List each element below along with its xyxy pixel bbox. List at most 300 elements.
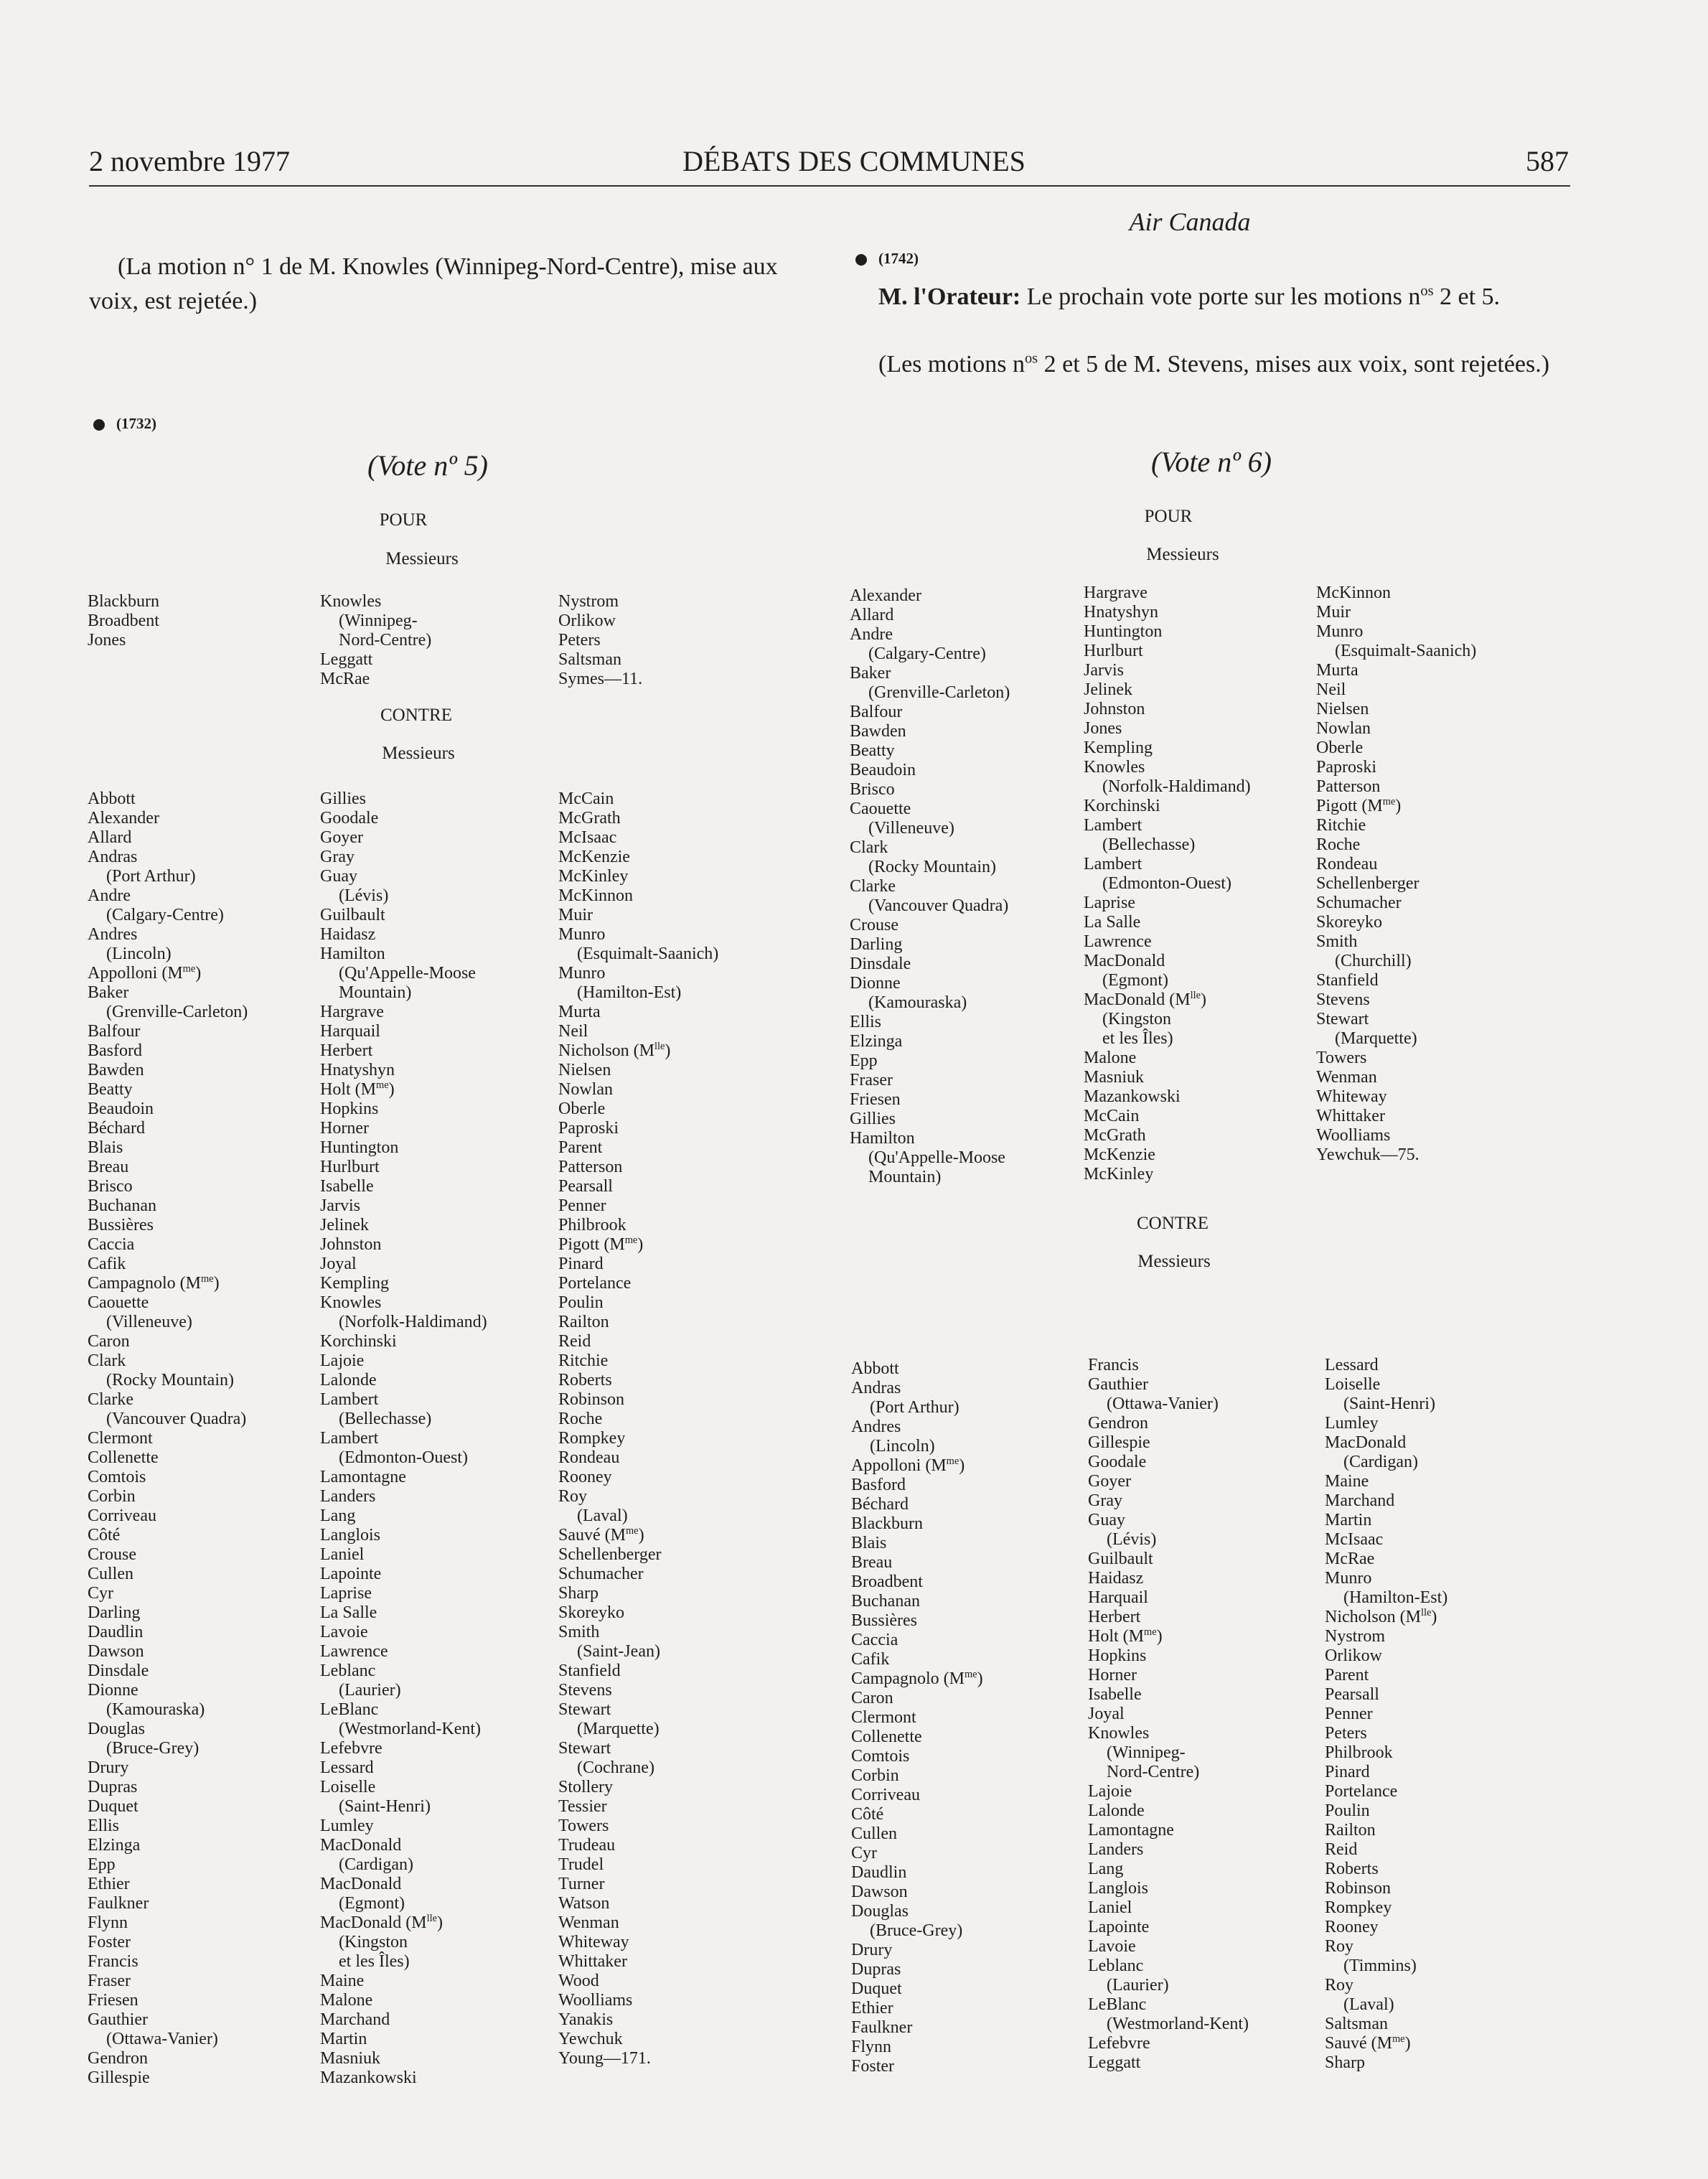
riding-name: (Qu'Appelle-Moose <box>868 1148 1005 1167</box>
member-name: Jarvis <box>320 1196 360 1215</box>
member-name: Johnston <box>1084 700 1145 718</box>
time-marker-1732: (1732) <box>93 415 156 433</box>
member-name: Allard <box>850 606 894 624</box>
header-title: DÉBATS DES COMMUNES <box>682 145 1026 177</box>
member-name: Côté <box>851 1805 884 1824</box>
member-name: Roche <box>1316 835 1361 854</box>
member-name: Joyal <box>1088 1705 1125 1723</box>
member-name: Korchinski <box>320 1332 397 1351</box>
member-name: Laprise <box>320 1584 372 1603</box>
vote-6-contre-col-3 <box>1325 1356 1447 2073</box>
member-name: Epp <box>850 1051 878 1070</box>
member-name: Saltsman <box>1325 2015 1388 2033</box>
riding-name: (Churchill) <box>1335 952 1412 970</box>
member-name: Lessard <box>320 1758 374 1777</box>
member-name: Hurlburt <box>1084 642 1143 660</box>
member-name: Horner <box>1088 1666 1137 1684</box>
header-rule <box>89 185 1570 187</box>
member-name: Dinsdale <box>850 955 911 973</box>
member-name: Yanakis <box>558 2010 614 2029</box>
member-name: Gauthier <box>88 2010 148 2029</box>
member-name: Balfour <box>88 1022 141 1041</box>
riding-name: (Kamouraska) <box>868 993 967 1012</box>
member-name: Lambert <box>1084 816 1142 835</box>
riding-name: (Saint-Henri) <box>339 1797 431 1816</box>
member-name: Caccia <box>88 1235 135 1254</box>
member-name: Goodale <box>320 809 379 828</box>
member-name: McIsaac <box>558 828 617 847</box>
member-name: Basford <box>88 1041 142 1060</box>
member-name: Herbert <box>320 1041 373 1060</box>
member-name: Ellis <box>88 1817 120 1835</box>
riding-name: (Calgary-Centre) <box>106 906 224 924</box>
member-name: Reid <box>1325 1840 1358 1859</box>
member-name: Côté <box>88 1526 121 1545</box>
member-name: Reid <box>558 1332 591 1351</box>
riding-name: Nord-Centre) <box>1107 1763 1200 1781</box>
member-name: Nowlan <box>558 1080 613 1099</box>
member-name: Leblanc <box>320 1662 376 1680</box>
riding-name: (Norfolk-Haldimand) <box>1102 777 1251 796</box>
vote-5-contre-label: CONTRE <box>380 706 452 725</box>
member-name: Lang <box>320 1506 356 1525</box>
member-name: Lajoie <box>1088 1782 1132 1801</box>
member-name: Broadbent <box>851 1573 923 1591</box>
member-name: Sharp <box>558 1584 599 1603</box>
member-name: Elzinga <box>850 1032 903 1051</box>
member-name: Tessier <box>558 1797 607 1816</box>
member-name: Towers <box>558 1817 609 1835</box>
member-name: Young—171. <box>558 2049 651 2068</box>
member-name: Trudel <box>558 1855 604 1874</box>
riding-name: (Saint-Henri) <box>1343 1395 1435 1413</box>
member-name: Hamilton <box>320 945 385 963</box>
member-name: Gillies <box>320 789 366 808</box>
member-name: Knowles <box>1084 758 1145 777</box>
member-name: MacDonald <box>1084 952 1165 970</box>
member-name: Stevens <box>1316 990 1370 1009</box>
member-name: Caccia <box>851 1631 898 1649</box>
member-name: Lalonde <box>1088 1801 1145 1820</box>
member-name: Beaudoin <box>88 1100 154 1118</box>
member-name: Abbott <box>88 789 136 808</box>
member-name: Murta <box>1316 661 1359 680</box>
member-name: Lawrence <box>320 1642 388 1661</box>
riding-name: (Bruce-Grey) <box>106 1739 200 1758</box>
member-name: Flynn <box>851 2038 892 2056</box>
member-name: Woolliams <box>1316 1126 1391 1145</box>
member-name: Munro <box>558 925 606 944</box>
member-name: Turner <box>558 1875 605 1893</box>
member-name: Epp <box>88 1855 116 1874</box>
riding-name: (Ottawa-Vanier) <box>1107 1395 1219 1413</box>
member-name: Breau <box>851 1553 893 1572</box>
member-name: Cafik <box>851 1650 890 1669</box>
member-name: Alexander <box>850 586 921 605</box>
member-name: Duquet <box>851 1979 902 1998</box>
member-name: Muir <box>1316 603 1351 622</box>
riding-name: (Laval) <box>577 1506 628 1525</box>
member-name: Lapointe <box>320 1565 382 1583</box>
riding-name: (Vancouver Quadra) <box>868 896 1009 915</box>
member-name: Dinsdale <box>88 1662 149 1680</box>
member-name: Clermont <box>88 1429 153 1448</box>
member-name: Johnston <box>320 1235 382 1254</box>
member-name: McKenzie <box>558 848 630 866</box>
member-name: Nielsen <box>558 1061 611 1079</box>
member-name: Leggatt <box>1088 2053 1141 2072</box>
member-name: Railton <box>1325 1821 1376 1840</box>
member-name: LeBlanc <box>320 1700 379 1719</box>
member-name: Beatty <box>850 741 895 760</box>
riding-name: (Calgary-Centre) <box>868 645 986 663</box>
vote-5-pour-col-3 <box>558 592 642 689</box>
member-name: Smith <box>1316 932 1358 951</box>
member-name: Nicholson $(M^{lle})$ <box>1325 1607 1437 1626</box>
member-name: Dawson <box>88 1642 144 1661</box>
member-name: MacDonald $(M^{lle})$ <box>320 1913 444 1932</box>
member-name: Blackburn <box>851 1514 923 1533</box>
member-name: LeBlanc <box>1088 1995 1147 2014</box>
member-name: Crouse <box>88 1545 136 1564</box>
member-name: Guilbault <box>1088 1550 1153 1568</box>
vote-5-title: (Vote nº 5) <box>367 449 488 482</box>
member-name: McGrath <box>558 809 621 828</box>
member-name: Andre <box>850 625 893 644</box>
riding-name: (Winnipeg- <box>339 611 418 630</box>
member-name: Roy <box>1325 1976 1354 1995</box>
member-name: McRae <box>320 670 370 688</box>
member-name: Fraser <box>850 1071 893 1090</box>
member-name: Ritchie <box>1316 816 1366 835</box>
vote-6-title: (Vote nº 6) <box>1151 446 1272 478</box>
member-name: Lumley <box>320 1817 374 1835</box>
member-name: Sharp <box>1325 2053 1365 2072</box>
member-name: Holt $(M^{me})$ <box>1088 1626 1163 1646</box>
member-name: Andre <box>88 886 131 905</box>
member-name: Roberts <box>1325 1860 1379 1878</box>
member-name: Loiselle <box>320 1778 376 1796</box>
riding-name: (Lincoln) <box>106 945 172 963</box>
member-name: Schellenberger <box>558 1545 662 1564</box>
member-name: Huntington <box>1084 622 1163 641</box>
riding-name: (Westmorland-Kent) <box>339 1720 481 1738</box>
member-name: Neil <box>558 1022 588 1041</box>
member-name: Malone <box>320 1991 373 2010</box>
member-name: Lavoie <box>320 1623 368 1641</box>
member-name: Isabelle <box>1088 1685 1142 1704</box>
member-name: Pinard <box>558 1255 604 1273</box>
vote-6-pour-messieurs: Messieurs <box>1146 545 1219 564</box>
member-name: Lefebvre <box>1088 2034 1150 2053</box>
riding-name: (Norfolk-Haldimand) <box>339 1313 487 1331</box>
riding-name: (Egmont) <box>1102 971 1168 990</box>
riding-name: (Egmont) <box>339 1894 405 1913</box>
riding-name: (Villeneuve) <box>868 819 954 838</box>
member-name: Penner <box>1325 1705 1373 1723</box>
member-name: Balfour <box>850 703 903 721</box>
member-name: Friesen <box>88 1991 139 2010</box>
member-name: Lambert <box>320 1390 379 1409</box>
member-name: McKinley <box>558 867 629 886</box>
member-name: Schellenberger <box>1316 874 1420 893</box>
vote-5-pour-col-2 <box>320 592 431 689</box>
member-name: Caron <box>88 1332 130 1351</box>
member-name: Bawden <box>850 722 906 741</box>
speaker-text: Le prochain vote porte sur les motions $n^{os}$ 2 et 5. <box>1026 283 1501 310</box>
member-name: Skoreyko <box>1316 913 1382 932</box>
speaker-name: M. l'Orateur: <box>878 283 1021 310</box>
member-name: Gillespie <box>1088 1433 1150 1452</box>
member-name: Orlikow <box>558 611 616 630</box>
member-name: Philbrook <box>1325 1743 1393 1762</box>
member-name: Munro <box>1316 622 1364 641</box>
member-name: La Salle <box>1084 913 1141 932</box>
member-name: Pigott $(M^{me})$ <box>1316 796 1402 815</box>
member-name: Maine <box>1325 1472 1369 1491</box>
member-name: Douglas <box>88 1720 145 1738</box>
vote-6-pour-col-3 <box>1316 584 1476 1165</box>
member-name: Clarke <box>850 877 896 896</box>
member-name: Caron <box>851 1689 893 1707</box>
member-name: Landers <box>1088 1840 1144 1859</box>
member-name: Munro <box>1325 1569 1372 1588</box>
riding-name: (Marquette) <box>1335 1029 1417 1048</box>
member-name: Drury <box>88 1758 129 1777</box>
member-name: Whiteway <box>558 1933 629 1951</box>
riding-name: (Cardigan) <box>1343 1453 1418 1471</box>
member-name: Lamontagne <box>320 1468 406 1486</box>
member-name: Gendron <box>88 2049 148 2068</box>
member-name: McIsaac <box>1325 1530 1384 1549</box>
page-number: 587 <box>1526 145 1569 177</box>
member-name: Nystrom <box>1325 1627 1385 1646</box>
member-name: Caouette <box>850 800 911 818</box>
member-name: Goyer <box>1088 1472 1131 1491</box>
riding-name: (Laurier) <box>1107 1976 1169 1995</box>
member-name: Andras <box>88 848 138 866</box>
section-title-air-canada: Air Canada <box>1129 207 1251 236</box>
member-name: Darling <box>850 935 903 954</box>
member-name: Hnatyshyn <box>1084 603 1158 622</box>
member-name: Dawson <box>851 1883 908 1901</box>
riding-name: (Rocky Mountain) <box>868 858 996 876</box>
member-name: McCain <box>1084 1107 1140 1125</box>
member-name: Ellis <box>850 1013 882 1031</box>
riding-name: (Port Arthur) <box>106 867 196 886</box>
member-name: Hamilton <box>850 1129 915 1148</box>
riding-name: (Laurier) <box>339 1681 401 1700</box>
riding-name: (Bruce-Grey) <box>870 1921 963 1940</box>
member-name: Dupras <box>851 1960 901 1979</box>
vote-5-contre-col-2 <box>320 789 487 2088</box>
member-name: Buchanan <box>88 1196 156 1215</box>
member-name: Clark <box>850 838 888 857</box>
member-name: Elzinga <box>88 1836 141 1855</box>
member-name: Penner <box>558 1196 606 1215</box>
member-name: Isabelle <box>320 1177 374 1196</box>
riding-name: (Villeneuve) <box>106 1313 192 1331</box>
member-name: Laniel <box>1088 1898 1132 1917</box>
member-name: Patterson <box>558 1158 623 1176</box>
member-name: Duquet <box>88 1797 139 1816</box>
riding-name: (Rocky Mountain) <box>106 1371 234 1390</box>
member-name: Ethier <box>851 1999 893 2018</box>
member-name: Jelinek <box>320 1216 369 1234</box>
member-name: Leggatt <box>320 650 373 669</box>
member-name: Jelinek <box>1084 680 1132 699</box>
vote-6-contre-label: CONTRE <box>1137 1214 1209 1233</box>
member-name: MacDonald <box>1325 1433 1407 1452</box>
member-name: Wood <box>558 1972 599 1990</box>
vote-6-pour-col-2 <box>1084 584 1251 1184</box>
member-name: Darling <box>88 1603 141 1622</box>
member-name: Wenman <box>558 1913 619 1932</box>
member-name: Béchard <box>88 1119 145 1138</box>
member-name: McRae <box>1325 1550 1375 1568</box>
member-name: Nystrom <box>558 592 619 611</box>
speaker-paragraph <box>851 280 1569 314</box>
member-name: Collenette <box>88 1448 159 1467</box>
member-name: Jarvis <box>1084 661 1124 680</box>
member-name: Masniuk <box>320 2049 380 2068</box>
member-name: Portelance <box>1325 1782 1398 1801</box>
riding-name: (Bellechasse) <box>339 1410 432 1428</box>
member-name: Stewart <box>558 1700 611 1719</box>
member-name: Kempling <box>320 1274 389 1293</box>
member-name: McKenzie <box>1084 1145 1155 1164</box>
riding-name: Mountain) <box>339 983 412 1002</box>
member-name: Campagnolo $(M^{me})$ <box>851 1669 983 1688</box>
member-name: Andras <box>851 1379 901 1397</box>
member-name: Murta <box>558 1003 601 1021</box>
member-name: Cyr <box>851 1844 877 1862</box>
member-name: Lambert <box>1084 855 1142 873</box>
member-name: Stevens <box>558 1681 612 1700</box>
member-name: Malone <box>1084 1049 1137 1067</box>
member-name: Roche <box>558 1410 603 1428</box>
member-name: Marchand <box>320 2010 390 2029</box>
riding-name: (Cardigan) <box>339 1855 413 1874</box>
member-name: Pearsall <box>1325 1685 1379 1704</box>
member-name: Stollery <box>558 1778 613 1796</box>
member-name: Faulkner <box>88 1894 149 1913</box>
member-name: Guilbault <box>320 906 385 924</box>
riding-name: et les Îles) <box>1102 1029 1173 1048</box>
member-name: Skoreyko <box>558 1603 624 1622</box>
riding-name: (Grenville-Carleton) <box>106 1003 248 1021</box>
member-name: Towers <box>1316 1049 1367 1067</box>
member-name: Rondeau <box>1316 855 1378 873</box>
member-name: Maine <box>320 1972 365 1990</box>
riding-name: (Lévis) <box>1107 1530 1157 1549</box>
member-name: Cullen <box>88 1565 133 1583</box>
member-name: Lavoie <box>1088 1937 1136 1956</box>
member-name: Breau <box>88 1158 129 1176</box>
member-name: Guay <box>1088 1511 1125 1529</box>
member-name: Andres <box>88 925 138 944</box>
member-name: Crouse <box>850 916 898 934</box>
member-name: Ritchie <box>558 1351 609 1370</box>
member-name: Andres <box>851 1417 901 1436</box>
member-name: Lang <box>1088 1860 1124 1878</box>
member-name: Oberle <box>558 1100 606 1118</box>
riding-name: (Esquimalt-Saanich) <box>1335 642 1477 660</box>
member-name: Lawrence <box>1084 932 1152 951</box>
riding-name: (Vancouver Quadra) <box>106 1410 247 1428</box>
member-name: Patterson <box>1316 777 1381 796</box>
header-date: 2 novembre 1977 <box>89 145 290 177</box>
member-name: Orlikow <box>1325 1646 1382 1665</box>
member-name: Rooney <box>558 1468 612 1486</box>
member-name: Marchand <box>1325 1491 1395 1510</box>
member-name: Clark <box>88 1351 126 1370</box>
member-name: Nielsen <box>1316 700 1369 718</box>
motion-1-result: (La motion n° 1 de M. Knowles (Winnipeg-Nord-Centre), mise aux voix, est rejetée.) <box>89 253 778 314</box>
member-name: Foster <box>851 2057 894 2076</box>
member-name: MacDonald <box>320 1836 402 1855</box>
member-name: Philbrook <box>558 1216 627 1234</box>
member-name: Schumacher <box>1316 894 1402 912</box>
member-name: Korchinski <box>1084 797 1160 815</box>
member-name: Munro <box>558 964 606 983</box>
member-name: Stewart <box>1316 1010 1369 1028</box>
member-name: Saltsman <box>558 650 621 669</box>
member-name: Martin <box>1325 1511 1372 1529</box>
member-name: Parent <box>558 1138 603 1157</box>
member-name: Railton <box>558 1313 609 1331</box>
member-name: Appolloni $(M^{me})$ <box>851 1456 965 1475</box>
member-name: Portelance <box>558 1274 632 1293</box>
member-name: Corriveau <box>88 1506 156 1525</box>
riding-name: (Port Arthur) <box>870 1398 959 1417</box>
riding-name: (Lévis) <box>339 886 389 905</box>
member-name: Roy <box>558 1487 588 1506</box>
member-name: Paproski <box>1316 758 1376 777</box>
member-name: Beatty <box>88 1080 133 1099</box>
member-name: Woolliams <box>558 1991 633 2010</box>
member-name: Knowles <box>1088 1724 1150 1743</box>
member-name: Cyr <box>88 1584 113 1603</box>
member-name: Caouette <box>88 1293 149 1312</box>
member-name: Roberts <box>558 1371 612 1390</box>
member-name: Roy <box>1325 1937 1354 1956</box>
member-name: Corriveau <box>851 1786 920 1804</box>
member-name: Langlois <box>320 1526 380 1545</box>
member-name: Brisco <box>88 1177 133 1196</box>
member-name: Whittaker <box>558 1952 627 1971</box>
member-name: Lajoie <box>320 1351 365 1370</box>
member-name: La Salle <box>320 1603 377 1622</box>
member-name: Fraser <box>88 1972 131 1990</box>
member-name: Daudlin <box>851 1863 907 1882</box>
member-name: Rooney <box>1325 1918 1379 1936</box>
member-name: Abbott <box>851 1359 899 1378</box>
member-name: Stanfield <box>558 1662 621 1680</box>
member-name: Oberle <box>1316 739 1364 757</box>
member-name: Schumacher <box>558 1565 644 1583</box>
member-name: McKinnon <box>558 886 633 905</box>
member-name: Robinson <box>1325 1879 1392 1898</box>
member-name: Blackburn <box>88 592 159 611</box>
member-name: Neil <box>1316 680 1346 699</box>
riding-name: (Kingston <box>339 1933 408 1951</box>
member-name: McCain <box>558 789 614 808</box>
member-name: Loiselle <box>1325 1375 1381 1394</box>
member-name: Bussières <box>88 1216 154 1234</box>
member-name: Masniuk <box>1084 1068 1144 1087</box>
member-name: Clarke <box>88 1390 133 1409</box>
